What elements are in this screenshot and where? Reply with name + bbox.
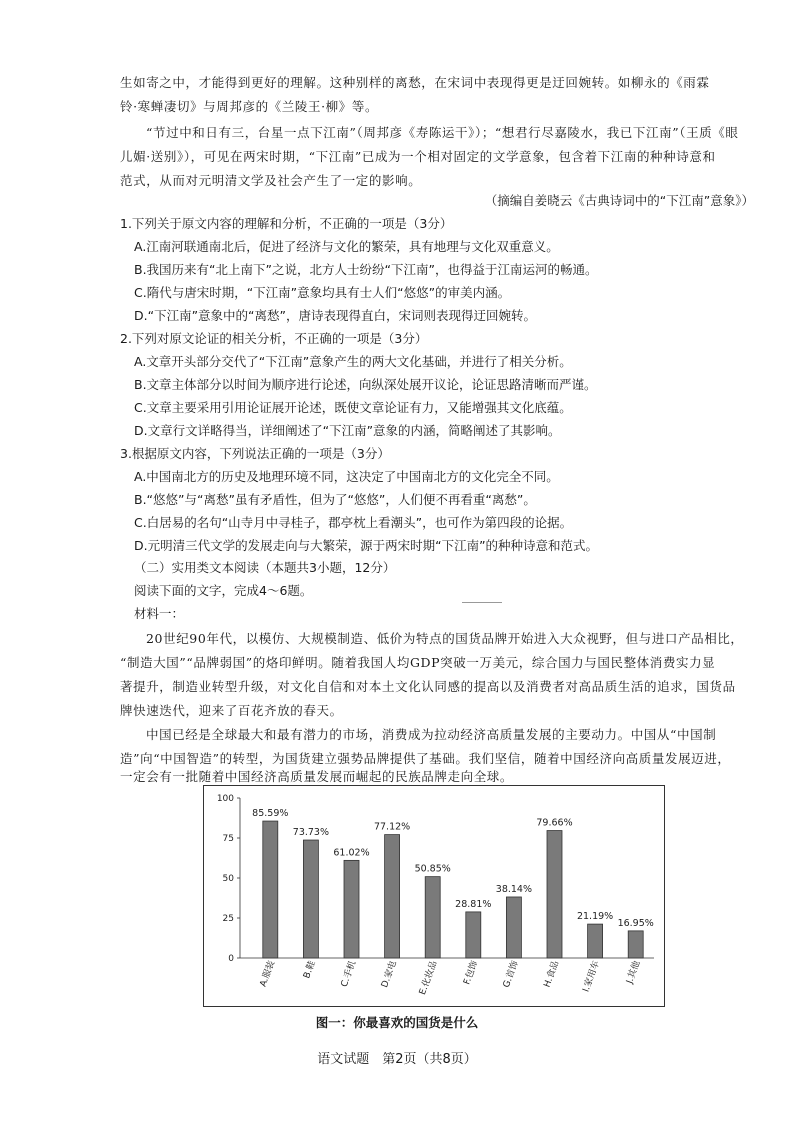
paragraph-line: 中国已经是全球最大和最有潜力的市场，消费成为拉动经济高质量发展的主要动力。中国从“中国制 bbox=[146, 727, 717, 742]
section-heading: （二）实用类文本阅读（本题共3小题，12分） bbox=[134, 560, 396, 575]
paragraph-line: “节过中和日有三，台星一点下江南”（周邦彦《寿陈运干》）；“想君行尽嘉陵水，我已下江南”（王质《眼 bbox=[146, 125, 739, 140]
y-tick-label: 50 bbox=[222, 874, 234, 884]
x-category-label: J.其他 bbox=[625, 959, 643, 986]
question-1-option-c: C.隋代与唐宋时期，“下江南”意象均具有士人们“悠悠”的审美内涵。 bbox=[134, 285, 511, 300]
divider bbox=[462, 602, 502, 603]
paragraph-line: 造”向“中国智造”的转型，为国货建立强势品牌提供了基础。我们坚信，随着中国经济向高质量发展迈进， bbox=[120, 751, 731, 766]
question-2-option-a: A.文章开头部分交代了“下江南”意象产生的两大文化基础，并进行了相关分析。 bbox=[134, 354, 572, 369]
x-category-label: B.鞋 bbox=[302, 959, 318, 980]
x-category-label: A.服装 bbox=[258, 959, 278, 989]
chart-bar bbox=[344, 860, 359, 958]
bar-data-label: 21.19% bbox=[576, 911, 614, 923]
chart-bar bbox=[588, 924, 603, 958]
question-3-option-d: D.元明清三代文学的发展走向与大繁荣，源于两宋时期“下江南”的种种诗意和范式。 bbox=[134, 538, 599, 553]
question-1-option-b: B.我国历来有“北上南下”之说，北方人士纷纷“下江南”，也得益于江南运河的畅通。 bbox=[134, 262, 598, 277]
paragraph-line: 一定会有一批随着中国经济高质量发展而崛起的民族品牌走向全球。 bbox=[120, 769, 514, 784]
chart-bar bbox=[425, 877, 440, 958]
chart-bar bbox=[385, 835, 400, 958]
bar-data-label: 77.12% bbox=[373, 821, 411, 833]
question-3-option-a: A.中国南北方的历史及地理环境不同，这决定了中国南北方的文化完全不同。 bbox=[134, 469, 559, 484]
question-3-option-b: B.“悠悠”与“离愁”虽有矛盾性，但为了“悠悠”，人们便不再看重“离愁”。 bbox=[134, 492, 536, 507]
bar-chart-svg bbox=[204, 786, 664, 1006]
question-1-option-a: A.江南河联通南北后，促进了经济与文化的繁荣，具有地理与文化双重意义。 bbox=[134, 239, 559, 254]
bar-data-label: 50.85% bbox=[414, 863, 451, 875]
bar-data-label: 16.95% bbox=[617, 917, 654, 929]
paragraph-line: 儿媚·送别》），可见在两宋时期，“下江南”已成为一个相对固定的文学意象，包含着下江南的种种诗意和 bbox=[120, 149, 716, 164]
y-tick-label: 0 bbox=[228, 954, 234, 964]
question-2-stem: 2.下列对原文论证的相关分析，不正确的一项是（3分） bbox=[120, 331, 428, 346]
chart-bar bbox=[628, 931, 643, 958]
chart-bar bbox=[506, 897, 521, 958]
bar-data-label: 85.59% bbox=[252, 808, 289, 820]
paragraph-line: 20世纪90年代，以模仿、大规模制造、低价为特点的国货品牌开始进入大众视野，但与进口产品相比， bbox=[146, 631, 744, 646]
x-category-label: G.首饰 bbox=[501, 959, 521, 990]
y-tick-label: 75 bbox=[222, 834, 234, 844]
x-category-label: I.家用车 bbox=[581, 959, 602, 994]
question-1-stem: 1.下列关于原文内容的理解和分析，不正确的一项是（3分） bbox=[120, 216, 453, 231]
chart-bar bbox=[466, 912, 481, 958]
question-1-option-d: D.“下江南”意象中的“离愁”，唐诗表现得直白，宋词则表现得迂回婉转。 bbox=[134, 308, 537, 323]
bar-data-label: 79.66% bbox=[536, 817, 573, 829]
source-citation: （摘编自姜晓云《古典诗词中的“下江南”意象》） bbox=[484, 193, 754, 208]
x-category-label: F.包饰 bbox=[462, 959, 481, 987]
x-category-label: E.化妆品 bbox=[417, 959, 440, 997]
chart-bar bbox=[303, 840, 318, 958]
paragraph-line: “制造大国”“品牌弱国”的烙印鲜明。随着我国人均GDP突破一万美元，综合国力与国民整体消费实力显 bbox=[120, 655, 716, 670]
bar-chart bbox=[203, 785, 665, 1007]
x-category-label: C.手机 bbox=[339, 959, 359, 989]
paragraph-line: 范式，从而对元明清文学及社会产生了一定的影响。 bbox=[120, 173, 422, 188]
bar-data-label: 28.81% bbox=[455, 898, 492, 910]
question-2-option-c: C.文章主要采用引用论证展开论述，既使文章论证有力，又能增强其文化底蕴。 bbox=[134, 400, 572, 415]
paragraph-line: 著提升，制造业转型升级，对文化自信和对本土文化认同感的提高以及消费者对高品质生活的追求，国货品 bbox=[120, 679, 736, 694]
chart-bar bbox=[547, 831, 562, 958]
bar-data-label: 61.02% bbox=[333, 847, 370, 859]
question-2-option-d: D.文章行文详略得当，详细阐述了“下江南”意象的内涵，简略阐述了其影响。 bbox=[134, 423, 561, 438]
paragraph-line: 铃·寒蝉凄切》与周邦彦的《兰陵王·柳》等。 bbox=[120, 99, 379, 114]
bar-data-label: 38.14% bbox=[495, 883, 533, 895]
question-3-stem: 3.根据原文内容，下列说法正确的一项是（3分） bbox=[120, 446, 390, 461]
paragraph-line: 生如寄之中，才能得到更好的理解。这种别样的离愁，在宋词中表现得更是迂回婉转。如柳永的《雨霖 bbox=[120, 75, 710, 90]
bar-data-label: 73.73% bbox=[292, 827, 330, 839]
page-footer: 语文试题 第2页（共8页） bbox=[317, 1052, 477, 1067]
question-2-option-b: B.文章主体部分以时间为顺序进行论述，向纵深处展开议论，论证思路清晰而严谨。 bbox=[134, 377, 597, 392]
question-3-option-c: C.白居易的名句“山寺月中寻桂子，郡亭枕上看潮头”，也可作为第四段的论据。 bbox=[134, 515, 573, 530]
material-label: 材料一： bbox=[134, 606, 185, 621]
x-category-label: H.食品 bbox=[542, 959, 562, 989]
chart-caption: 图一：你最喜欢的国货是什么 bbox=[315, 1015, 479, 1030]
instruction-text: 阅读下面的文字，完成4～6题。 bbox=[134, 583, 313, 598]
paragraph-line: 牌快速迭代，迎来了百花齐放的春天。 bbox=[120, 703, 343, 718]
x-category-label: D.家电 bbox=[380, 959, 399, 990]
y-tick-label: 25 bbox=[222, 914, 234, 924]
chart-bar bbox=[263, 821, 278, 958]
y-tick-label: 100 bbox=[216, 794, 234, 804]
